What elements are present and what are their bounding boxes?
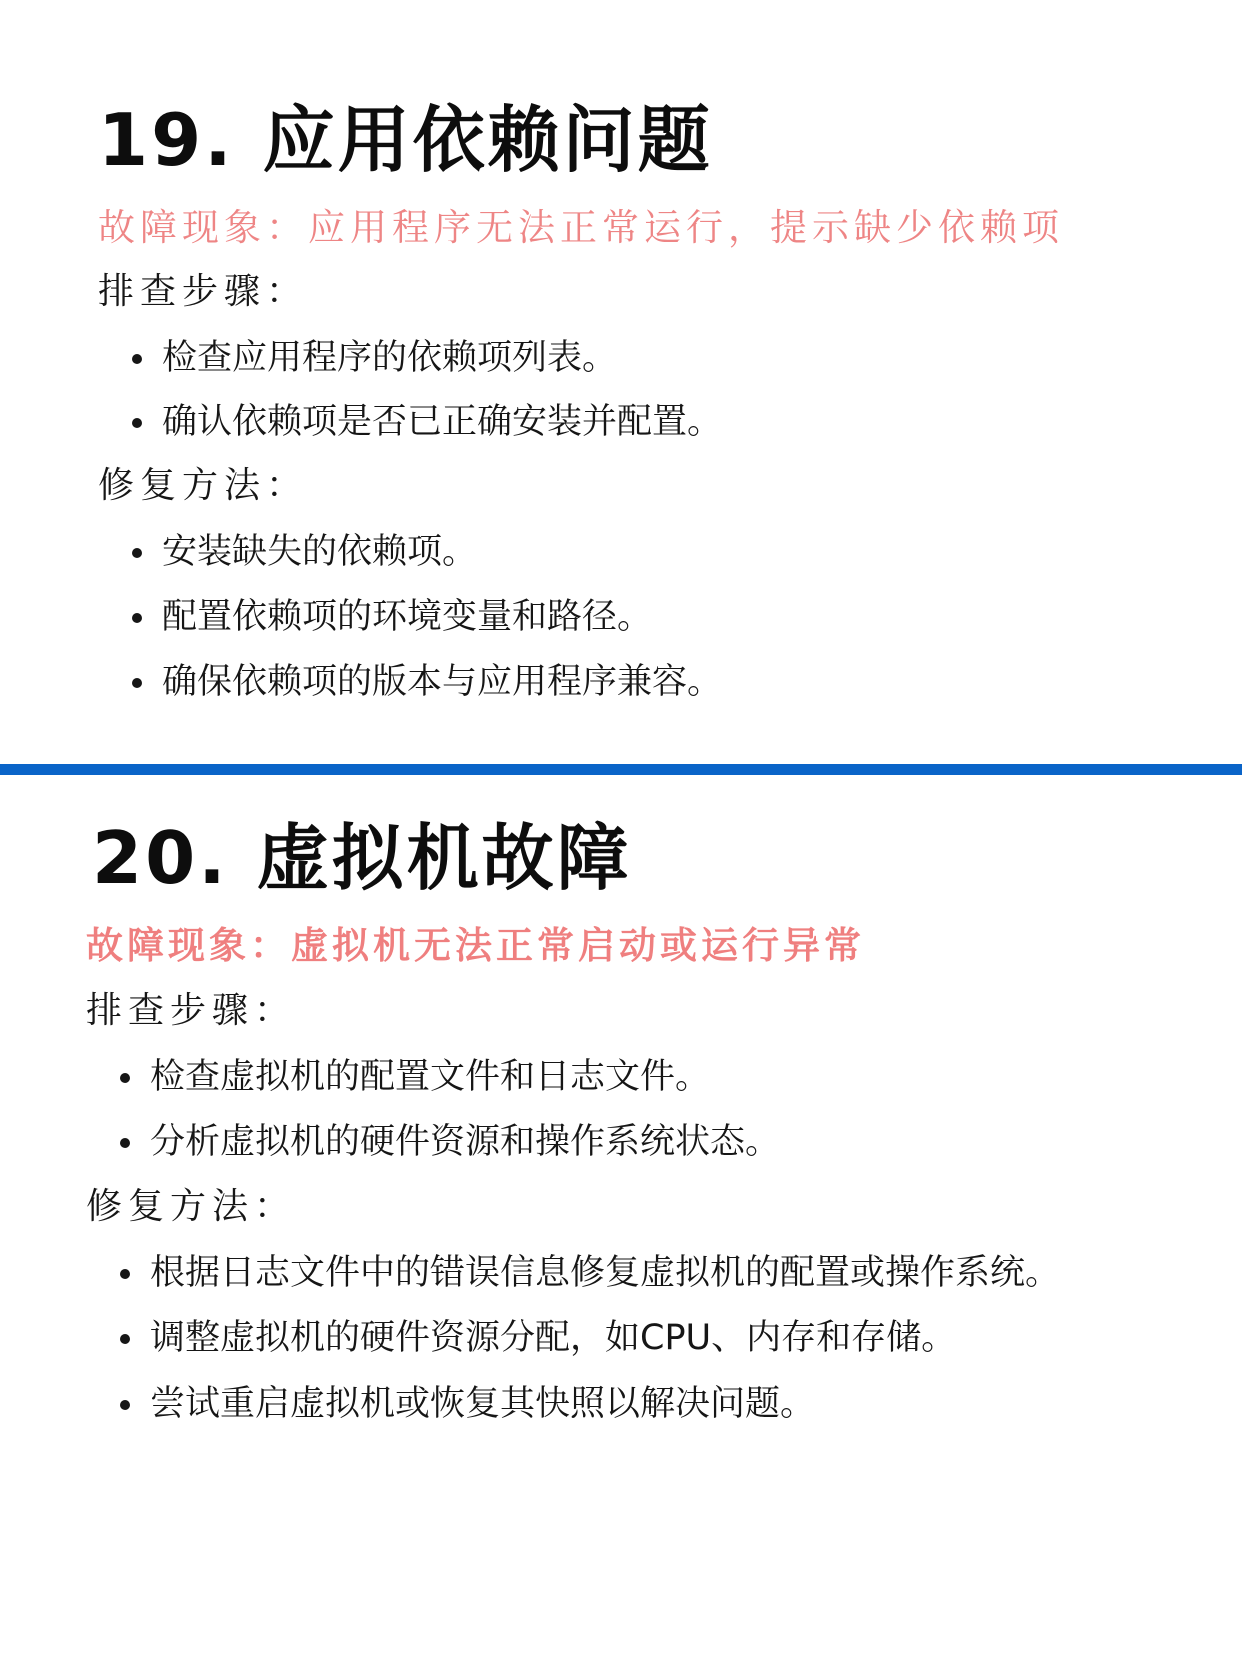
list-item-text: 尝试重启虚拟机或恢复其快照以解决问题。 xyxy=(150,1384,816,1424)
fix-heading: 修复方法： xyxy=(86,1186,297,1227)
list-item xyxy=(162,398,722,446)
symptom-text: 故障现象：虚拟机无法正常启动或运行异常 xyxy=(86,924,865,967)
list-item-text: 检查虚拟机的配置文件和日志文件。 xyxy=(150,1057,711,1097)
list-item xyxy=(150,1118,780,1166)
list-item xyxy=(150,1249,1060,1297)
list-item-text: 调整虚拟机的硬件资源分配，如CPU、内存和存储。 xyxy=(150,1318,957,1358)
list-item xyxy=(150,1053,710,1101)
bullet-dot-icon xyxy=(132,354,142,364)
bullet-dot-icon xyxy=(120,1400,130,1410)
list-item xyxy=(150,1314,956,1362)
list-item xyxy=(162,658,722,706)
list-item-text: 检查应用程序的依赖项列表。 xyxy=(162,338,618,378)
bullet-dot-icon xyxy=(120,1269,130,1279)
list-item-text: 配置依赖项的环境变量和路径。 xyxy=(162,597,653,637)
section-title: 19. 应用依赖问题 xyxy=(98,98,713,182)
list-item xyxy=(162,528,477,576)
section-divider xyxy=(0,764,1242,775)
bullet-dot-icon xyxy=(120,1073,130,1083)
bullet-dot-icon xyxy=(120,1334,130,1344)
list-item xyxy=(150,1380,815,1428)
fix-heading: 修复方法： xyxy=(98,465,309,506)
bullet-dot-icon xyxy=(132,418,142,428)
list-item-text: 根据日志文件中的错误信息修复虚拟机的配置或操作系统。 xyxy=(150,1253,1061,1293)
list-item-text: 安装缺失的依赖项。 xyxy=(162,532,478,572)
list-item-text: 分析虚拟机的硬件资源和操作系统状态。 xyxy=(150,1122,781,1162)
section-title: 20. 虚拟机故障 xyxy=(92,816,632,900)
bullet-dot-icon xyxy=(120,1138,130,1148)
bullet-dot-icon xyxy=(132,613,142,623)
list-item-text: 确保依赖项的版本与应用程序兼容。 xyxy=(162,662,723,702)
bullet-dot-icon xyxy=(132,548,142,558)
steps-heading: 排查步骤： xyxy=(98,271,309,312)
list-item-text: 确认依赖项是否已正确安装并配置。 xyxy=(162,402,723,442)
steps-heading: 排查步骤： xyxy=(86,990,297,1031)
symptom-text: 故障现象：应用程序无法正常运行，提示缺少依赖项 xyxy=(98,206,1064,249)
list-item xyxy=(162,593,652,641)
list-item xyxy=(162,334,617,382)
bullet-dot-icon xyxy=(132,678,142,688)
